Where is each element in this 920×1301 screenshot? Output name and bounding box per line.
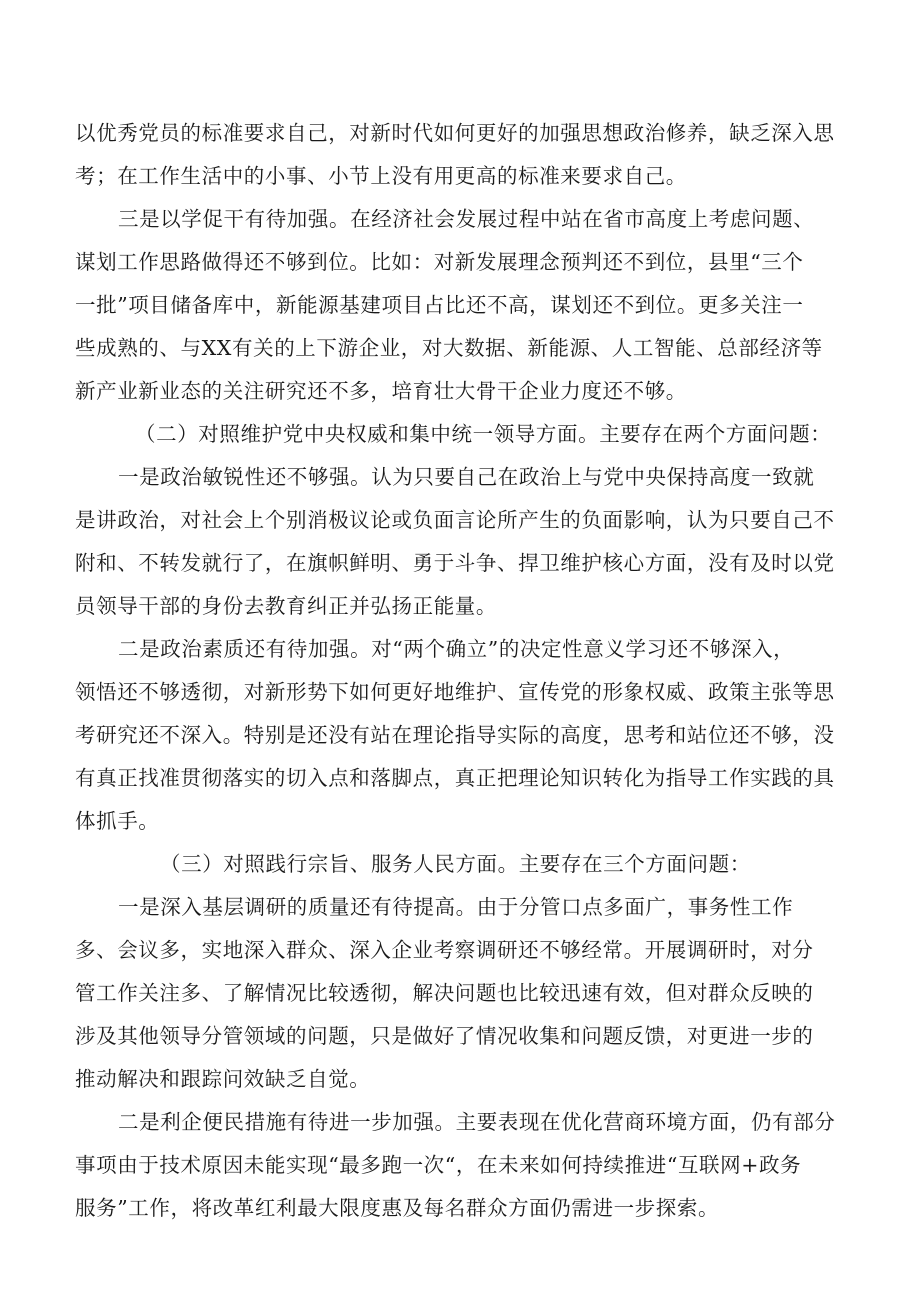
text-line: 涉及其他领导分管领域的问题，只是做好了情况收集和问题反馈，对更进一步的 bbox=[75, 1024, 814, 1048]
text-line: 一是深入基层调研的质量还有待提高。由于分管口点多面广，事务性工作 bbox=[118, 895, 794, 919]
text-line: 二是利企便民措施有待进一步加强。主要表现在优化营商环境方面，仍有部分 bbox=[118, 1110, 836, 1134]
text-line: 有真正找准贯彻落实的切入点和落脚点，真正把理论知识转化为指导工作实践的具 bbox=[75, 766, 835, 790]
text-line: 多、会议多，实地深入群众、深入企业考察调研还不够经常。开展调研时，对分 bbox=[75, 938, 814, 962]
section-heading: （三）对照践行宗旨、服务人民方面。主要存在三个方面问题： bbox=[160, 852, 751, 876]
text-line: 考研究还不深入。特别是还没有站在理论指导实际的高度，思考和站位还不够，没 bbox=[75, 723, 835, 747]
section-heading: （二）对照维护党中央权威和集中统一领导方面。主要存在两个方面问题： bbox=[135, 422, 832, 446]
text-line: 考；在工作生活中的小事、小节上没有用更高的标准来要求自己。 bbox=[75, 164, 687, 188]
text-line: 一是政治敏锐性还不够强。认为只要自己在政治上与党中央保持高度一致就 bbox=[118, 465, 815, 489]
text-line: 体抓手。 bbox=[75, 809, 160, 833]
text-line: 一批”项目储备库中，新能源基建项目占比还不高，谋划还不到位。更多关注一 bbox=[75, 293, 804, 317]
text-line: 以优秀党员的标准要求自己，对新时代如何更好的加强思想政治修养，缺乏深入思 bbox=[75, 121, 835, 145]
text-line: 些成熟的、与XX有关的上下游企业，对大数据、新能源、人工智能、总部经济等 bbox=[75, 336, 823, 360]
text-line: 新产业新业态的关注研究还不多，培育壮大骨干企业力度还不够。 bbox=[75, 379, 687, 403]
text-line: 领悟还不够透彻，对新形势下如何更好地维护、宣传党的形象权威、政策主张等思 bbox=[75, 680, 835, 704]
text-line: 事项由于技术原因未能实现“最多跑一次“，在未来如何持续推进“互联网+政务 bbox=[75, 1153, 802, 1177]
text-line: 附和、不转发就行了，在旗帜鲜明、勇于斗争、捍卫维护核心方面，没有及时以党 bbox=[75, 551, 835, 575]
text-line: 是讲政治，对社会上个别消极议论或负面言论所产生的负面影响，认为只要自己不 bbox=[75, 508, 835, 532]
text-line: 服务”工作，将改革红利最大限度惠及每名群众方面仍需进一步探索。 bbox=[75, 1196, 720, 1220]
text-line: 谋划工作思路做得还不够到位。比如：对新发展理念预判还不到位，县里“三个 bbox=[75, 250, 804, 274]
text-line: 推动解决和跟踪问效缺乏自觉。 bbox=[75, 1067, 371, 1091]
text-line: 管工作关注多、了解情况比较透彻，解决问题也比较迅速有效，但对群众反映的 bbox=[75, 981, 814, 1005]
text-line: 员领导干部的身份去教育纠正并弘扬正能量。 bbox=[75, 594, 497, 618]
text-line: 二是政治素质还有待加强。对“两个确立”的决定性意义学习还不够深入， bbox=[118, 637, 795, 661]
text-line: 三是以学促干有待加强。在经济社会发展过程中站在省市高度上考虑问题、 bbox=[118, 207, 815, 231]
